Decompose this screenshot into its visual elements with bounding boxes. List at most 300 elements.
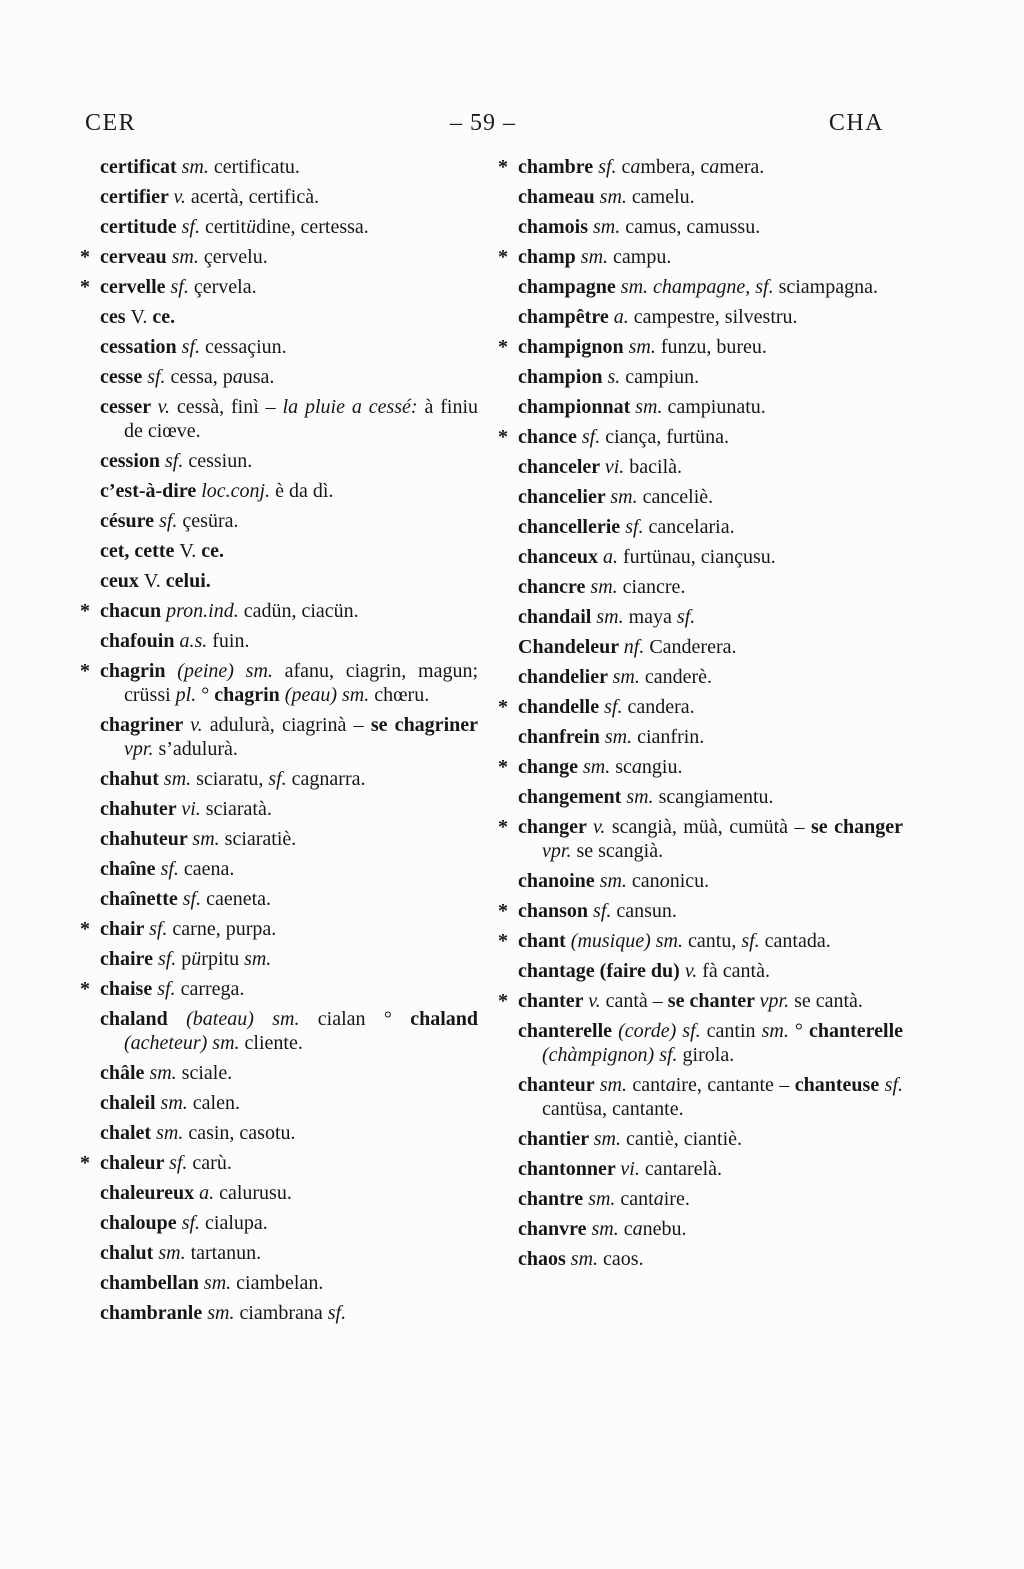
grammar-tag: s.	[607, 366, 621, 388]
grammar-tag: a.s.	[179, 630, 208, 652]
translation-text: cantu,	[683, 930, 742, 952]
grammar-tag: ü	[191, 948, 202, 970]
grammar-tag: sm.	[149, 1062, 177, 1084]
dictionary-entry	[64, 1121, 478, 1145]
translation-text: s’adulurà.	[153, 738, 238, 760]
asterisk-marker: *	[80, 978, 90, 1000]
dictionary-entry	[482, 815, 903, 863]
headword: champion	[518, 366, 608, 388]
translation-text: cantada.	[759, 930, 831, 952]
headword: chanceux	[518, 546, 603, 568]
grammar-tag: sf.	[181, 336, 201, 358]
asterisk-marker: *	[498, 756, 508, 778]
dictionary-entry	[482, 755, 903, 779]
translation-text: V.	[143, 570, 166, 592]
dictionary-entry	[64, 629, 478, 653]
dictionary-entry	[64, 395, 478, 443]
grammar-tag: sm.	[171, 246, 199, 268]
dictionary-entry	[64, 335, 478, 359]
dictionary-entry	[482, 155, 903, 179]
dictionary-entry	[482, 395, 903, 419]
grammar-tag: a.	[199, 1182, 215, 1204]
column-left	[64, 155, 478, 1331]
translation-text: °	[788, 1020, 809, 1042]
grammar-tag: a	[232, 366, 243, 388]
dictionary-entry	[64, 509, 478, 533]
translation-text: nebu.	[642, 1218, 687, 1240]
dictionary-entry	[64, 887, 478, 911]
translation-text: bacilà.	[624, 456, 683, 478]
headword: chamois	[518, 216, 593, 238]
grammar-tag: (peine) sm.	[177, 660, 273, 682]
dictionary-entry	[482, 365, 903, 389]
dictionary-entry	[482, 185, 903, 209]
grammar-tag: sm.	[203, 1272, 232, 1294]
translation-text: cancelaria.	[643, 516, 735, 538]
headword: chaleur	[100, 1152, 170, 1174]
translation-text: ire.	[663, 1188, 690, 1210]
headword: championnat	[518, 396, 636, 418]
headword: chanoine	[518, 870, 600, 892]
dictionary-entry	[64, 215, 478, 239]
headword: chandelle	[518, 696, 605, 718]
grammar-tag: (acheteur) sm.	[124, 1032, 240, 1054]
translation-text: cessà, finì –	[170, 396, 283, 418]
dictionary-entry	[64, 659, 478, 707]
dictionary-entry	[482, 1019, 903, 1067]
dictionary-entry	[64, 185, 478, 209]
grammar-tag: sf.	[181, 216, 200, 238]
headword: cet, cette	[100, 540, 180, 562]
dictionary-entry	[64, 479, 478, 503]
translation-text: à finiu de ciœve.	[124, 396, 479, 442]
grammar-tag: sf.	[676, 606, 696, 628]
headword: cervelle	[100, 276, 171, 298]
headword: chagriner	[100, 714, 191, 736]
translation-text: calen.	[187, 1092, 240, 1114]
dictionary-entry	[482, 245, 903, 269]
grammar-tag: sf.	[593, 900, 612, 922]
translation-text: canceliè.	[637, 486, 714, 508]
dictionary-entry	[482, 515, 903, 539]
dictionary-entry	[64, 539, 478, 563]
translation-text: candera.	[622, 696, 695, 718]
dictionary-entry	[482, 1157, 903, 1181]
dictionary-entry	[482, 665, 903, 689]
translation-text: rpitu	[201, 948, 245, 970]
dictionary-entry	[64, 1151, 478, 1175]
translation-text: cliente.	[239, 1032, 303, 1054]
grammar-tag: nf.	[623, 636, 645, 658]
grammar-tag: sm.	[610, 486, 638, 508]
translation-text: calurusu.	[214, 1182, 292, 1204]
dictionary-entry	[482, 785, 903, 809]
grammar-tag: sf.	[327, 1302, 347, 1324]
translation-text: adulurà, ciagrinà –	[202, 714, 371, 736]
translation-text: è da dì.	[270, 480, 334, 502]
dictionary-entry	[64, 1091, 478, 1115]
translation-text: V.	[130, 306, 153, 328]
dictionary-entry	[64, 713, 478, 761]
translation-text: nicu.	[669, 870, 710, 892]
headword: chance	[518, 426, 582, 448]
translation-text: se scangià.	[571, 840, 664, 862]
dictionary-entry	[64, 917, 478, 941]
dictionary-entry	[64, 305, 478, 329]
translation-text: caena.	[178, 858, 235, 880]
translation-text: camus, camussu.	[620, 216, 761, 238]
dictionary-entry	[482, 1073, 903, 1121]
translation-text: cialupa.	[200, 1212, 268, 1234]
dictionary-entry	[482, 1217, 903, 1241]
translation-text: se cantà.	[789, 990, 863, 1012]
grammar-tag: pl.	[175, 684, 197, 706]
translation-text: can	[626, 870, 660, 892]
grammar-tag: sm.	[590, 576, 618, 598]
headword: chaire	[100, 948, 158, 970]
headword: cerveau	[100, 246, 172, 268]
headword: chahut	[100, 768, 164, 790]
headword: chantonner	[518, 1158, 621, 1180]
headword: chantier	[518, 1128, 594, 1150]
dictionary-entry	[64, 1007, 478, 1055]
grammar-tag: ü	[246, 216, 257, 238]
grammar-tag: sm.	[163, 768, 192, 790]
grammar-tag: sm.	[158, 1242, 186, 1264]
translation-text: furtünau, ciançusu.	[618, 546, 776, 568]
headword: chanterelle	[808, 1020, 903, 1042]
grammar-tag: vpr.	[124, 738, 154, 760]
grammar-tag: sf.	[884, 1074, 903, 1096]
translation-text: maya	[623, 606, 677, 628]
headword: se chanter	[667, 990, 760, 1012]
headword: chancellerie	[518, 516, 626, 538]
dictionary-entry	[482, 455, 903, 479]
dictionary-entry	[482, 275, 903, 299]
headword: chagrin	[214, 684, 285, 706]
dictionary-entry	[482, 1187, 903, 1211]
headword: chanteuse	[794, 1074, 885, 1096]
dictionary-entry	[482, 575, 903, 599]
translation-text: p	[176, 948, 192, 970]
translation-text: °	[196, 684, 215, 706]
headword: chanvre	[518, 1218, 592, 1240]
translation-text: fuin.	[207, 630, 250, 652]
headword: chandail	[518, 606, 597, 628]
headword: chalet	[100, 1122, 157, 1144]
dictionary-entry	[482, 605, 903, 629]
grammar-tag: v.	[592, 816, 606, 838]
grammar-tag: a	[709, 156, 720, 178]
grammar-tag: sf.	[147, 366, 166, 388]
translation-text: funzu, bureu.	[655, 336, 767, 358]
headword: se chagriner	[370, 714, 478, 736]
headword: chafouin	[100, 630, 180, 652]
asterisk-marker: *	[498, 336, 508, 358]
grammar-tag: sm.	[612, 666, 640, 688]
grammar-tag: sf.	[157, 948, 177, 970]
asterisk-marker: *	[80, 600, 90, 622]
translation-text: ciambelan.	[231, 1272, 324, 1294]
dictionary-entry	[64, 1181, 478, 1205]
grammar-tag: sf.	[755, 276, 774, 298]
grammar-tag: v.	[588, 990, 601, 1012]
headword: chair	[100, 918, 150, 940]
grammar-tag: sf.	[160, 858, 179, 880]
translation-text: sciaratu,	[191, 768, 269, 790]
grammar-tag: sf.	[157, 978, 176, 1000]
translation-text: certit	[199, 216, 247, 238]
grammar-tag: sm.	[244, 948, 272, 970]
grammar-tag: v.	[157, 396, 171, 418]
dictionary-entry	[64, 1301, 478, 1325]
translation-text: cant	[615, 1188, 654, 1210]
translation-text: campu.	[608, 246, 672, 268]
dictionary-entry	[64, 977, 478, 1001]
grammar-tag: (corde) sf.	[618, 1020, 701, 1042]
headword: chameau	[518, 186, 600, 208]
grammar-tag: sf.	[159, 510, 178, 532]
grammar-tag: (bateau) sm.	[186, 1008, 300, 1030]
grammar-tag: (chàmpignon) sf.	[542, 1044, 678, 1066]
translation-text: campiunatu.	[662, 396, 766, 418]
headword: champ	[518, 246, 581, 268]
translation-text: sciaratiè.	[219, 828, 297, 850]
headword: césure	[100, 510, 160, 532]
headword: chantre	[518, 1188, 589, 1210]
grammar-tag: sm.	[591, 1218, 619, 1240]
translation-text: camelu.	[626, 186, 695, 208]
grammar-tag: la pluie a cessé:	[282, 396, 418, 418]
translation-text: ngiu.	[641, 756, 683, 778]
translation-text: cianfrin.	[632, 726, 705, 748]
grammar-tag: (musique) sm.	[570, 930, 684, 952]
translation-text: cessiun.	[183, 450, 253, 472]
grammar-tag: vpr.	[759, 990, 790, 1012]
headword: cesse	[100, 366, 148, 388]
grammar-tag: loc.conj.	[201, 480, 271, 502]
asterisk-marker: *	[498, 696, 508, 718]
headword: ce.	[201, 540, 225, 562]
dictionary-entry	[482, 425, 903, 449]
headword: chaland	[100, 1008, 187, 1030]
headword: Chandeleur	[518, 636, 624, 658]
translation-text: cialan °	[299, 1008, 411, 1030]
grammar-tag: v.	[684, 960, 698, 982]
grammar-tag: a.	[603, 546, 618, 568]
translation-text: usa.	[242, 366, 275, 388]
headword: chahuteur	[100, 828, 193, 850]
headword: chambre	[518, 156, 599, 178]
headword: chancre	[518, 576, 591, 598]
dictionary-entry	[482, 869, 903, 893]
grammar-tag: a	[631, 756, 642, 778]
headword: chaland	[410, 1008, 478, 1030]
asterisk-marker: *	[498, 156, 508, 178]
guide-word-left: CER	[85, 110, 137, 136]
translation-text: girola.	[677, 1044, 735, 1066]
headword: chacun	[100, 600, 167, 622]
grammar-tag: sf.	[181, 1212, 201, 1234]
headword: chaleureux	[100, 1182, 200, 1204]
dictionary-entry	[482, 989, 903, 1013]
dictionary-entry	[482, 545, 903, 569]
translation-text: mera.	[719, 156, 765, 178]
translation-text: çervelu.	[198, 246, 268, 268]
asterisk-marker: *	[498, 426, 508, 448]
headword: chanfrein	[518, 726, 605, 748]
grammar-tag: sm.	[761, 1020, 789, 1042]
grammar-tag: vi.	[181, 798, 201, 820]
translation-text: ciança, furtüna.	[600, 426, 730, 448]
dictionary-entry	[64, 1241, 478, 1265]
grammar-tag: sm.	[599, 186, 627, 208]
grammar-tag: pron.ind.	[166, 600, 239, 622]
grammar-tag: a	[630, 156, 641, 178]
headword: ce.	[152, 306, 176, 328]
dictionary-entry	[482, 929, 903, 953]
grammar-tag: sm.	[599, 1074, 627, 1096]
dictionary-entry	[482, 725, 903, 749]
grammar-tag: vpr.	[542, 840, 572, 862]
grammar-tag: sm.	[635, 396, 663, 418]
dictionary-entry	[64, 1271, 478, 1295]
headword: champagne	[518, 276, 621, 298]
headword: chanterelle	[518, 1020, 619, 1042]
grammar-tag: sm.	[593, 1128, 621, 1150]
translation-text: chœru.	[369, 684, 430, 706]
translation-text: cantiè, ciantiè.	[620, 1128, 743, 1150]
headword: chantage (faire du)	[518, 960, 685, 982]
headword: chanceler	[518, 456, 605, 478]
headword: champignon	[518, 336, 629, 358]
headword: celui.	[165, 570, 211, 592]
dictionary-entry	[64, 599, 478, 623]
translation-text: cant	[626, 1074, 666, 1096]
headword: chaos	[518, 1248, 571, 1270]
grammar-tag: sm.	[596, 606, 624, 628]
grammar-tag: sm.	[570, 1248, 599, 1270]
headword: chambellan	[100, 1272, 204, 1294]
grammar-tag: sm.	[181, 156, 209, 178]
translation-text: campestre, silvestru.	[628, 306, 798, 328]
headword: changement	[518, 786, 627, 808]
translation-text: sciampagna.	[773, 276, 878, 298]
grammar-tag: sm.	[588, 1188, 616, 1210]
headword: chancelier	[518, 486, 611, 508]
dictionary-entry	[64, 245, 478, 269]
column-right	[482, 155, 903, 1277]
dictionary-entry	[482, 635, 903, 659]
grammar-tag: sm.	[626, 786, 654, 808]
grammar-tag: sm. champagne,	[620, 276, 751, 298]
translation-text: carù.	[187, 1152, 232, 1174]
dictionary-entry	[64, 365, 478, 389]
translation-text: carne, purpa.	[167, 918, 277, 940]
headword: châle	[100, 1062, 150, 1084]
grammar-tag: sm.	[156, 1122, 184, 1144]
dictionary-entry	[482, 335, 903, 359]
translation-text: casin, casotu.	[183, 1122, 296, 1144]
headword: c’est-à-dire	[100, 480, 202, 502]
headword: cessation	[100, 336, 182, 358]
dictionary-entry	[482, 215, 903, 239]
translation-text: mbera, c	[640, 156, 710, 178]
translation-text: ciancre.	[617, 576, 686, 598]
headword: chaînette	[100, 888, 183, 910]
dictionary-entry	[482, 305, 903, 329]
asterisk-marker: *	[80, 246, 90, 268]
headword: chanteur	[518, 1074, 600, 1096]
headword: certifier	[100, 186, 174, 208]
translation-text: dine, certessa.	[256, 216, 369, 238]
grammar-tag: a	[665, 1074, 676, 1096]
translation-text: scangià, müà, cumütà –	[605, 816, 811, 838]
dictionary-entry	[482, 899, 903, 923]
grammar-tag: v.	[190, 714, 203, 736]
headword: chandelier	[518, 666, 613, 688]
headword: chanson	[518, 900, 594, 922]
translation-text: caeneta.	[201, 888, 272, 910]
translation-text: cantarelà.	[639, 1158, 723, 1180]
headword: se changer	[810, 816, 903, 838]
dictionary-entry	[64, 569, 478, 593]
grammar-tag: sm.	[192, 828, 220, 850]
translation-text: caos.	[598, 1248, 644, 1270]
dictionary-entry	[482, 1127, 903, 1151]
grammar-tag: sf.	[598, 156, 617, 178]
asterisk-marker: *	[498, 246, 508, 268]
dictionary-entry	[482, 1247, 903, 1271]
translation-text: c	[616, 156, 631, 178]
grammar-tag: sf.	[741, 930, 760, 952]
asterisk-marker: *	[498, 816, 508, 838]
dictionary-entry	[64, 797, 478, 821]
grammar-tag: a	[653, 1188, 664, 1210]
asterisk-marker: *	[80, 660, 90, 682]
grammar-tag: sf.	[170, 276, 189, 298]
grammar-tag: v.	[173, 186, 186, 208]
grammar-tag: sm.	[580, 246, 609, 268]
grammar-tag: a.	[613, 306, 629, 328]
headword: champêtre	[518, 306, 614, 328]
dictionary-entry	[64, 947, 478, 971]
grammar-tag: sf.	[268, 768, 287, 790]
grammar-tag: a	[632, 1218, 643, 1240]
dictionary-entry	[64, 827, 478, 851]
asterisk-marker: *	[498, 930, 508, 952]
headword: change	[518, 756, 583, 778]
headword: chant	[518, 930, 571, 952]
headword: certitude	[100, 216, 182, 238]
dictionary-entry	[64, 1061, 478, 1085]
headword: chaîne	[100, 858, 161, 880]
grammar-tag: sf.	[581, 426, 601, 448]
translation-text: scangiamentu.	[653, 786, 774, 808]
asterisk-marker: *	[80, 918, 90, 940]
grammar-tag: sm.	[160, 1092, 188, 1114]
asterisk-marker: *	[80, 276, 90, 298]
dictionary-entry	[64, 449, 478, 473]
headword: chahuter	[100, 798, 182, 820]
translation-text: cantüsa, cantante.	[542, 1098, 684, 1120]
grammar-tag: vi.	[620, 1158, 640, 1180]
headword: chaise	[100, 978, 158, 1000]
dictionary-entry	[64, 1211, 478, 1235]
grammar-tag: sf.	[625, 516, 644, 538]
translation-text: canderè.	[639, 666, 713, 688]
asterisk-marker: *	[80, 1152, 90, 1174]
